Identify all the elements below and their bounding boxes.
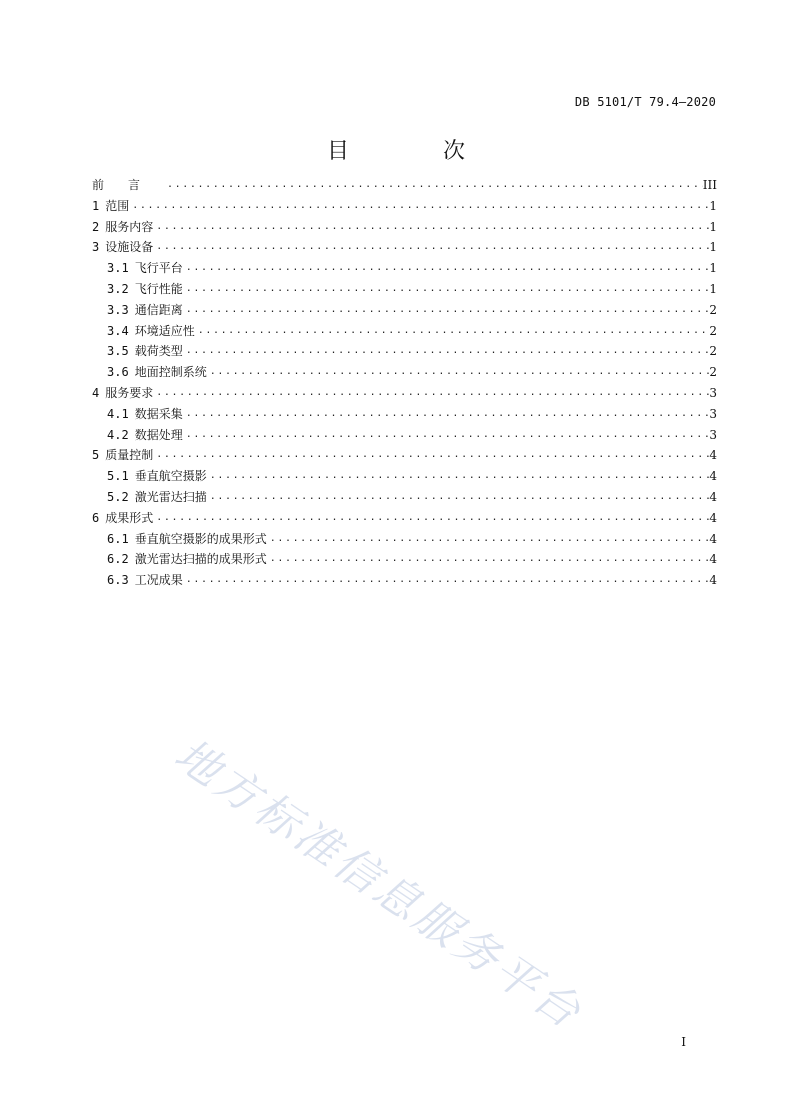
toc-entry-page: 1 <box>709 198 717 213</box>
toc-entry-label: 质量控制 <box>105 448 154 463</box>
toc-entry-page: 4 <box>709 489 717 504</box>
toc-entry[interactable] <box>92 508 717 529</box>
toc-entry-page: III <box>702 178 717 192</box>
toc-entry-page: 3 <box>709 385 717 400</box>
toc-entry-number: 5 <box>92 448 100 463</box>
toc-entry-number: 6.1 <box>107 531 129 546</box>
toc-entry-label: 垂直航空摄影的成果形式 <box>134 531 267 546</box>
toc-entry-label: 范围 <box>105 198 130 213</box>
toc-entry-page: 4 <box>709 469 717 484</box>
toc-leader-dots <box>183 570 710 591</box>
page-number: I <box>681 1035 686 1049</box>
toc-entry[interactable] <box>92 466 717 487</box>
toc-entry-label: 激光雷达扫描的成果形式 <box>134 552 267 567</box>
toc-entry-label: 通信距离 <box>134 302 183 317</box>
standard-code: DB 5101/T 79.4—2020 <box>574 95 716 109</box>
table-of-contents <box>92 175 717 591</box>
toc-entry[interactable] <box>92 383 717 404</box>
toc-entry-label: 工况成果 <box>134 573 183 588</box>
toc-entry-label: 数据处理 <box>134 427 183 442</box>
toc-entry-label: 环境适应性 <box>134 323 195 338</box>
toc-entry[interactable] <box>92 570 717 591</box>
toc-entry[interactable] <box>92 237 717 258</box>
toc-leader-dots <box>267 529 710 550</box>
toc-leader-dots <box>207 487 710 508</box>
toc-entry-label: 前言 <box>92 178 165 192</box>
page-title: 目 次 <box>326 139 501 164</box>
toc-entry[interactable] <box>92 341 717 362</box>
toc-entry-label: 载荷类型 <box>134 344 183 359</box>
toc-entry-number: 4 <box>92 385 100 400</box>
toc-entry[interactable] <box>92 487 717 508</box>
toc-entry[interactable] <box>92 300 717 321</box>
toc-entry[interactable] <box>92 425 717 446</box>
toc-entry-page: 2 <box>709 365 717 380</box>
toc-entry-page: 1 <box>709 281 717 296</box>
toc-entry-label: 数据采集 <box>134 406 183 421</box>
toc-entry[interactable] <box>92 529 717 550</box>
toc-entry[interactable] <box>92 404 717 425</box>
toc-entry-page: 1 <box>709 219 717 234</box>
toc-entry-page: 4 <box>709 573 717 588</box>
toc-entry-page: 2 <box>709 302 717 317</box>
toc-entry[interactable] <box>92 279 717 300</box>
toc-entry-label: 飞行性能 <box>134 281 183 296</box>
toc-entry-label: 成果形式 <box>105 510 154 525</box>
toc-leader-dots <box>183 258 710 279</box>
toc-leader-dots <box>153 445 709 466</box>
toc-leader-dots <box>267 549 710 570</box>
toc-entry[interactable] <box>92 258 717 279</box>
toc-entry-label: 地面控制系统 <box>134 365 207 380</box>
toc-leader-dots <box>207 466 710 487</box>
toc-entry-page: 4 <box>709 531 717 546</box>
toc-entry-number: 3 <box>92 240 100 255</box>
toc-leader-dots <box>183 279 710 300</box>
toc-entry-page: 2 <box>709 323 717 338</box>
toc-entry-number: 3.1 <box>107 261 129 276</box>
toc-leader-dots <box>164 175 703 196</box>
toc-entry-number: 3.6 <box>107 365 129 380</box>
toc-leader-dots <box>129 196 709 217</box>
toc-entry[interactable] <box>92 321 717 342</box>
toc-entry-page: 1 <box>709 240 717 255</box>
toc-leader-dots <box>153 383 709 404</box>
toc-leader-dots <box>183 425 710 446</box>
toc-entry-label: 飞行平台 <box>134 261 183 276</box>
toc-leader-dots <box>153 237 709 258</box>
toc-leader-dots <box>153 217 709 238</box>
toc-entry-page: 2 <box>709 344 717 359</box>
toc-entry-number: 3.5 <box>107 344 129 359</box>
toc-entry-label: 垂直航空摄影 <box>134 469 207 484</box>
toc-entry-number: 4.2 <box>107 427 129 442</box>
watermark: 地方标准信息服务平台 <box>165 729 592 1040</box>
toc-entry[interactable] <box>92 362 717 383</box>
toc-leader-dots <box>183 341 710 362</box>
toc-entry-number: 3.4 <box>107 323 129 338</box>
toc-entry[interactable] <box>92 196 717 217</box>
toc-entry-number: 4.1 <box>107 406 129 421</box>
toc-leader-dots <box>183 404 710 425</box>
toc-entry-label: 服务内容 <box>105 219 154 234</box>
toc-entry-page: 4 <box>709 552 717 567</box>
toc-leader-dots <box>195 321 710 342</box>
toc-leader-dots <box>207 362 710 383</box>
toc-entry[interactable] <box>92 445 717 466</box>
toc-entry-number: 3.2 <box>107 281 129 296</box>
toc-leader-dots <box>153 508 709 529</box>
toc-entry-label: 服务要求 <box>105 385 154 400</box>
toc-entry-label: 设施设备 <box>105 240 154 255</box>
toc-leader-dots <box>183 300 710 321</box>
toc-entry[interactable] <box>92 217 717 238</box>
toc-entry-page: 4 <box>709 510 717 525</box>
toc-entry-page: 3 <box>709 427 717 442</box>
toc-entry-number: 6.2 <box>107 552 129 567</box>
toc-entry-number: 5.1 <box>107 469 129 484</box>
toc-entry-number: 3.3 <box>107 302 129 317</box>
toc-entry[interactable] <box>92 549 717 570</box>
toc-entry-label: 激光雷达扫描 <box>134 489 207 504</box>
toc-entry-number: 2 <box>92 219 100 234</box>
toc-entry[interactable] <box>92 175 717 196</box>
toc-entry-number: 1 <box>92 198 100 213</box>
toc-entry-page: 3 <box>709 406 717 421</box>
toc-entry-number: 6.3 <box>107 573 129 588</box>
toc-entry-number: 6 <box>92 510 100 525</box>
toc-entry-number: 5.2 <box>107 489 129 504</box>
toc-entry-page: 4 <box>709 448 717 463</box>
toc-entry-page: 1 <box>709 261 717 276</box>
